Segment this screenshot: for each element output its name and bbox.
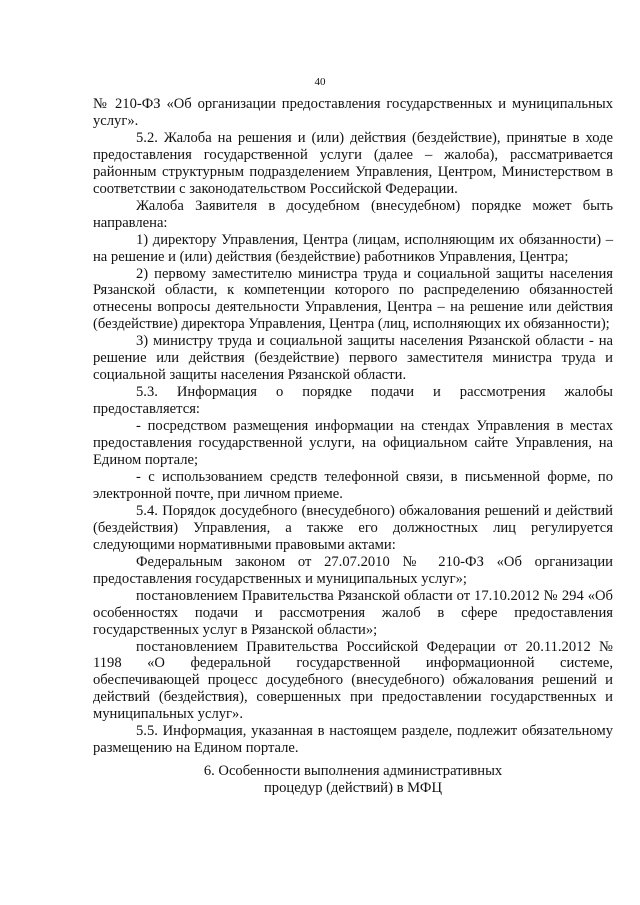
paragraph: Жалоба Заявителя в досудебном (внесудебном) порядке может быть направлена: <box>93 197 613 231</box>
section-heading-line: 6. Особенности выполнения административных <box>203 763 503 779</box>
paragraph: 5.4. Порядок досудебного (внесудебного) обжалования решений и действий (бездействия) Управления, а также его должностных лиц регулируется следующими нормативными правовыми актами: <box>93 502 613 553</box>
paragraph: постановлением Правительства Рязанской области от 17.10.2012 № 294 «Об особенностях подачи и рассмотрения жалоб в сфере предоставления государственных услуг в Рязанской области»; <box>93 587 613 638</box>
paragraph: 3) министру труда и социальной защиты населения Рязанской области - на решение или действия (бездействие) первого заместителя министра труда и социальной защиты населения Рязанской области. <box>93 333 613 384</box>
paragraph: - с использованием средств телефонной связи, в письменной форме, по электронной почте, при личном приеме. <box>93 468 613 502</box>
document-body <box>93 96 613 757</box>
paragraph: - посредством размещения информации на стендах Управления в местах предоставления государственной услуги, на официальном сайте Управления, на Едином портале; <box>93 418 613 469</box>
paragraph: 1) директору Управления, Центра (лицам, исполняющим их обязанности) – на решение и (или) действия (бездействие) работников Управления, Центра; <box>93 231 613 265</box>
page-number: 40 <box>314 76 326 88</box>
paragraph: № 210-ФЗ «Об организации предоставления государственных и муниципальных услуг». <box>93 96 613 129</box>
paragraph: 5.3. Информация о порядке подачи и рассмотрения жалобы предоставляется: <box>93 384 613 418</box>
paragraph: 5.2. Жалоба на решения и (или) действия (бездействие), принятые в ходе предоставления государственной услуги (далее – жалоба), рассматривается районным структурным подразделением Управления, Центром, Министерством в соответствии с законодательством Российской Федерации. <box>93 129 613 197</box>
paragraph: постановлением Правительства Российской Федерации от 20.11.2012 № 1198 «О федеральной государственной информационной системе, обеспечивающей процесс досудебного (внесудебного) обжалования решений и действий (бездействия), совершенных при предоставлении государственных и муниципальных услуг». <box>93 638 613 723</box>
section-heading-line: процедур (действий) в МФЦ <box>263 780 442 796</box>
paragraph: Федеральным законом от 27.07.2010 № 210-ФЗ «Об организации предоставления государственных и муниципальных услуг»; <box>93 553 613 587</box>
paragraph: 2) первому заместителю министра труда и социальной защиты населения Рязанской области, к компетенции которого по распределению обязанностей отнесены вопросы деятельности Управления, Центра – на решение или действия (бездействие) директора Управления, Центра (лиц, исполняющих их обязанности); <box>93 265 613 333</box>
section-heading <box>93 763 613 797</box>
paragraph: 5.5. Информация, указанная в настоящем разделе, подлежит обязательному размещению на Едином портале. <box>93 723 613 757</box>
